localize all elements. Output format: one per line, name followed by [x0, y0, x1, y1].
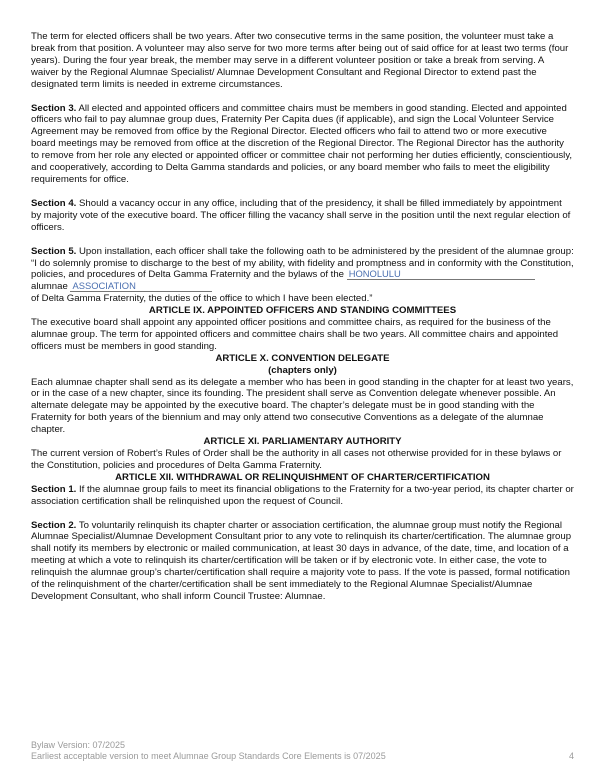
document-page [31, 31, 574, 603]
section-5-middle-text: alumnae [31, 281, 71, 293]
page-number: 4 [568, 751, 574, 761]
article-12-section-1-text: If the alumnae group fails to meet its financial obligations to the Fraternity for a two-year period, its chapter charter or association certification shall be relinquished upon the request of Council. [31, 483, 574, 507]
article-12-section-2-label: Section 2. [31, 519, 77, 531]
article-10-text: Each alumnae chapter shall send as its delegate a member who has been in good standing in the chapter for at least two years, or in the case of a new chapter, since its founding. The president shall serve as Convention delegate whenever possible. An alternate delegate may be appointed by the executive board. The chapter’s delegate must be in good standing with the Fraternity for both years of the biennium and may only attend two consecutive Conventions as a delegate of the alumnae chapter. [31, 376, 574, 436]
section-5-paragraph [31, 246, 574, 306]
article-9-text: The executive board shall appoint any appointed officer positions and committee chairs, as required for the business of the alumnae group. The term for appointed officers and committee chairs shall be two years. All committee chairs and appointed officers must be members in good standing. [31, 317, 559, 352]
section-3-paragraph [31, 103, 574, 186]
article-12-section-1 [31, 484, 574, 508]
section-5-label: Section 5. [31, 245, 77, 257]
bylaw-version: Bylaw Version: 07/2025 [31, 740, 126, 750]
article-11-text: The current version of Robert’s Rules of Order shall be the authority in all cases not otherwise provided for in these bylaws or the Constitution, policies and procedures of Delta Gamma Fraternity. [31, 448, 562, 471]
group-name-field[interactable]: HONOLULU [347, 269, 535, 280]
article-12-title: ARTICLE XII. WITHDRAWAL OR RELINQUISHMENT OF CHARTER/CERTIFICATION [115, 471, 490, 483]
article-9-title: ARTICLE IX. APPOINTED OFFICERS AND STANDING COMMITTEES [148, 305, 457, 317]
group-type-field[interactable]: ASSOCIATION [70, 281, 212, 292]
article-11-title: ARTICLE XI. PARLIAMENTARY AUTHORITY [203, 436, 402, 448]
earliest-version-note: Earliest acceptable version to meet Alumnae Group Standards Core Elements is 07/2025 [31, 751, 386, 761]
article-12-section-2 [31, 520, 574, 603]
section-3-label: Section 3. [31, 102, 77, 114]
article-12-section-2-text: To voluntarily relinquish its chapter charter or association certification, the alumnae group must notify the Regional Alumnae Specialist/Alumnae Development Consultant prior to any vote to relinquish its charter/certification. The alumnae group shall notify its members by electronic or mailed communication, at least 30 days in advance, of the date, time, and location of a meeting at which a vote to relinquish its charter/certification will be taken or if by electronic vote. In either case, the vote to relinquish the alumnae group’s charter/certification shall require a majority vote to pass. If the vote is passed, formal notification of the relinquishment of the charter/certification shall be sent immediately to the Regional Alumnae Specialist/Alumnae Development Consultant, who shall inform Council Trustee: Alumnae. [31, 519, 572, 602]
section-4-text: Should a vacancy occur in any office, including that of the presidency, it shall be filled immediately by appointment by majority vote of the executive board. The officer filling the vacancy shall serve in the position until the next regular election of officers. [31, 197, 571, 233]
section-5-text: Upon installation, each officer shall take the following oath to be administered by the president of the alumnae group: “I do solemnly promise to discharge to the best of my ability, with fidelity and promptness and in conformity with the Constitution, policies, and procedures of Delta Gamma Fraternity and the bylaws of the [31, 245, 574, 281]
section-4-label: Section 4. [31, 197, 77, 209]
section-4-paragraph [31, 198, 574, 234]
article-10-subtitle: (chapters only) [268, 364, 337, 376]
article-12-section-1-label: Section 1. [31, 483, 77, 495]
term-limits-paragraph: The term for elected officers shall be two years. After two consecutive terms in the same position, the volunteer must take a break from that position. A volunteer may also serve for two more terms after being out of said office for at least two terms (four years). During the four year break, the member may serve in a different volunteer position or take a break from serving. A waiver by the Regional Alumnae Specialist/ Alumnae Development Consultant and Regional Director to extend past the designated term limits is needed in extreme circumstances. [31, 31, 569, 90]
section-5-end-text: of Delta Gamma Fraternity, the duties of the office to which I have been elected.” [31, 293, 373, 305]
section-3-text: All elected and appointed officers and committee chairs must be members in good standing. Elected and appointed officers who fail to pay alumnae group dues, Fraternity Per Capita dues (if applicable), and sign the Local Volunteer Service Agreement may be removed from office by the Regional Director. Elected officers who fail to attend two or more executive board meetings may be removed from office at the discretion of the Regional Director. The Regional Director has the authority to remove from her role any elected or appointed officer or committee chair not performing her duties efficiently, conscientiously, and cooperatively, according to Delta Gamma standards and policies, or any board member who fails to meet the eligibility requirements for office. [31, 102, 573, 185]
article-10-title: ARTICLE X. CONVENTION DELEGATE [215, 352, 390, 364]
page-footer [31, 740, 574, 762]
